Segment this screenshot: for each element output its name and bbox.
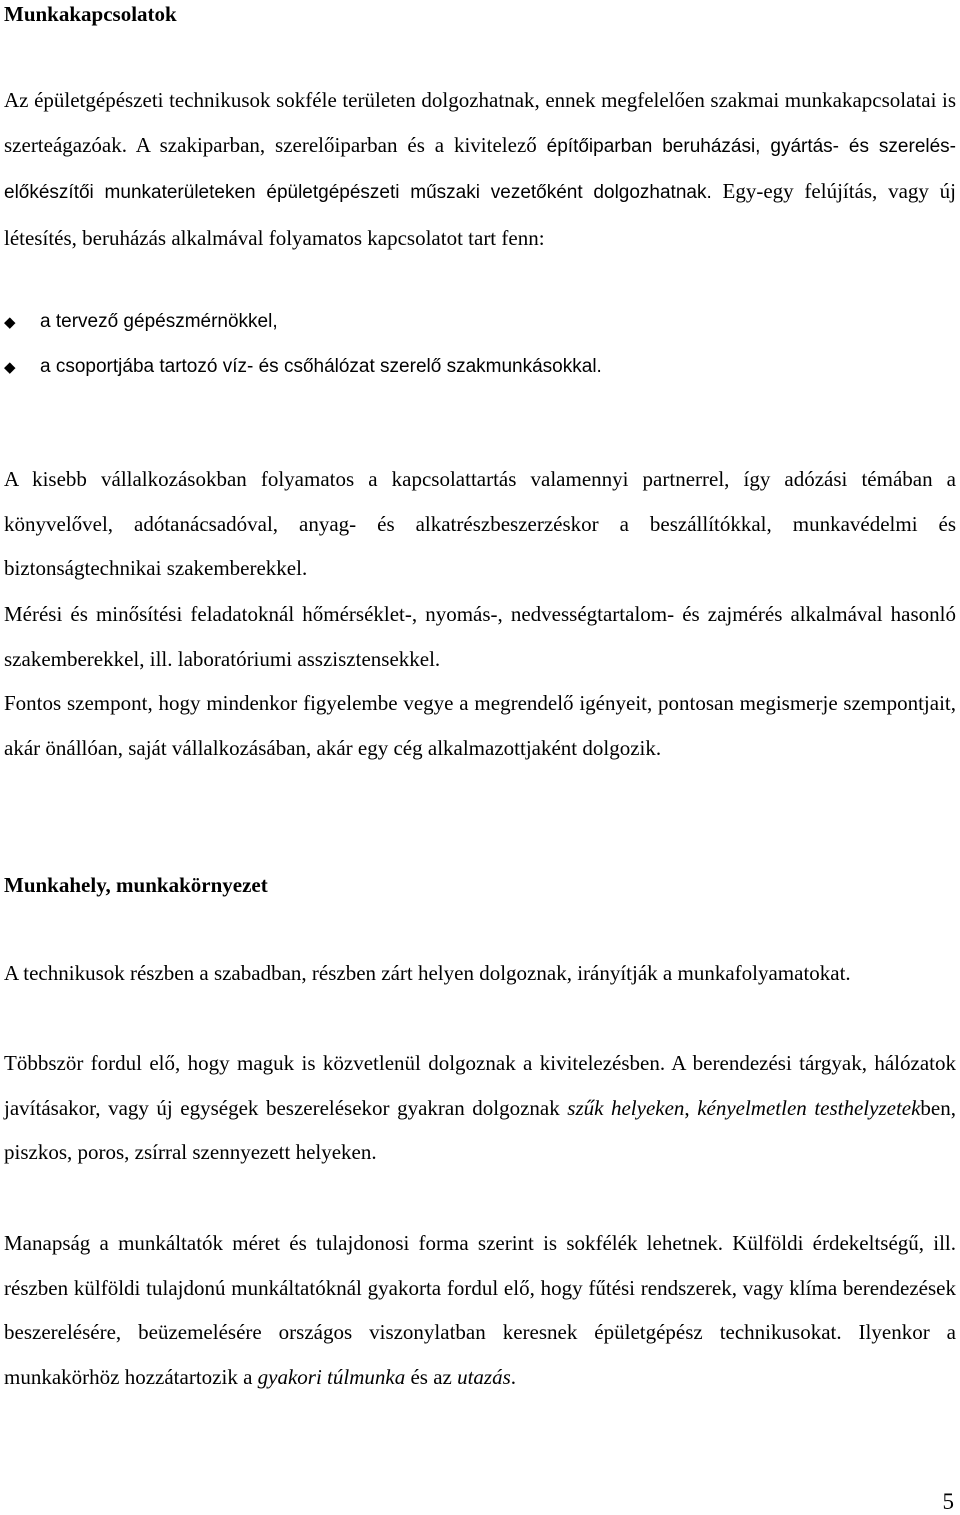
conditions-text-part2: , [684,1095,698,1120]
bullet-text: a csoportjába tartozó víz- és csőhálózat szerelő szakmunkásokkal. [40,355,602,377]
emphasis-text: gyakori túlmunka [257,1365,406,1390]
section-title-munkahely: Munkahely, munkakörnyezet [4,873,268,897]
emphasis-text: utazás [457,1365,511,1390]
employers-text-part3: . [510,1365,517,1390]
working-conditions-paragraph [4,1041,956,1175]
small-business-paragraph: A kisebb vállalkozásokban folyamatos a kapcsolattartás valamennyi partnerrel, így adózási témában a könyvelővel, adótanácsadóval, anyag- és alkatrészbeszerzéskor a beszállítókkal, munkavédelmi és biztonságtechnikai szakemberekkel. [4,467,956,581]
intro-paragraph [4,78,956,261]
conditions-text-part1: Többször fordul elő, hogy maguk is közvetlenül dolgoznak a kivitelezésben. A berendezési tárgyak, hálózatok javításakor, vagy új egységek beszerelésekor gyakran dolgoznak [4,1051,956,1120]
emphasis-text: szűk helyeken [567,1095,685,1120]
employers-text-part1: Manapság a munkáltatók méret és tulajdonosi forma szerint is sokfélék lehetnek. Külföldi érdekeltségű, ill. részben külföldi tulajdonú munkáltatóknál gyakorta fordul elő, hogy fűtési rendszerek, vagy klíma berendezések beszerelésére, beüzemelésére országos viszonylatban keresnek épületgépész technikusokat. Ilyenkor a munkakörhöz hozzátartozik a [4,1231,956,1390]
measurement-paragraph: Mérési és minősítési feladatoknál hőmérséklet-, nyomás-, nedvességtartalom- és zajmérés alkalmával hasonló szakemberekkel, ill. laboratóriumi asszisztensekkel. [4,602,956,671]
diamond-bullet-icon: ◆ [4,357,16,376]
intro-text-part1: Az épületgépészeti technikusok sokféle területen dolgozhatnak, ennek megfelelően szakmai munkakapcsolatai is szerteágazóak. A szakiparban, szerelőiparban és a kivitelező [4,88,956,157]
contact-bullet-list [4,300,956,389]
intro-text-part3: Egy-egy felújítás, vagy új létesítés, beruházás alkalmával folyamatos kapcsolatot tart fenn: [4,179,956,251]
workplace-paragraph: A technikusok részben a szabadban, részben zárt helyen dolgoznak, irányítják a munkafolyamatokat. [4,961,851,985]
employers-text-part2: és az [405,1365,458,1390]
employers-paragraph [4,1221,956,1400]
list-item [4,345,956,390]
bullet-text: a tervező gépészmérnökkel, [40,311,278,332]
diamond-bullet-icon: ◆ [4,313,16,331]
list-item [4,300,956,345]
section-title-munkakapcsolatok: Munkakapcsolatok [4,2,177,26]
intro-text-part2: építőiparban beruházási, gyártás- és szerelés-előkészítői munkaterületeken épületgépészeti műszaki vezetőként dolgozhatnak. [4,135,956,204]
page-number: 5 [942,1489,954,1514]
emphasis-text: kényelmetlen testhelyzetek [697,1095,921,1120]
client-needs-paragraph: Fontos szempont, hogy mindenkor figyelembe vegye a megrendelő igényeit, pontosan megismerje szempontjait, akár önállóan, saját vállalkozásában, akár egy cég alkalmazottjaként dolgozik. [4,691,956,760]
conditions-text-part3: ben, piszkos, poros, zsírral szennyezett helyeken. [4,1095,956,1165]
